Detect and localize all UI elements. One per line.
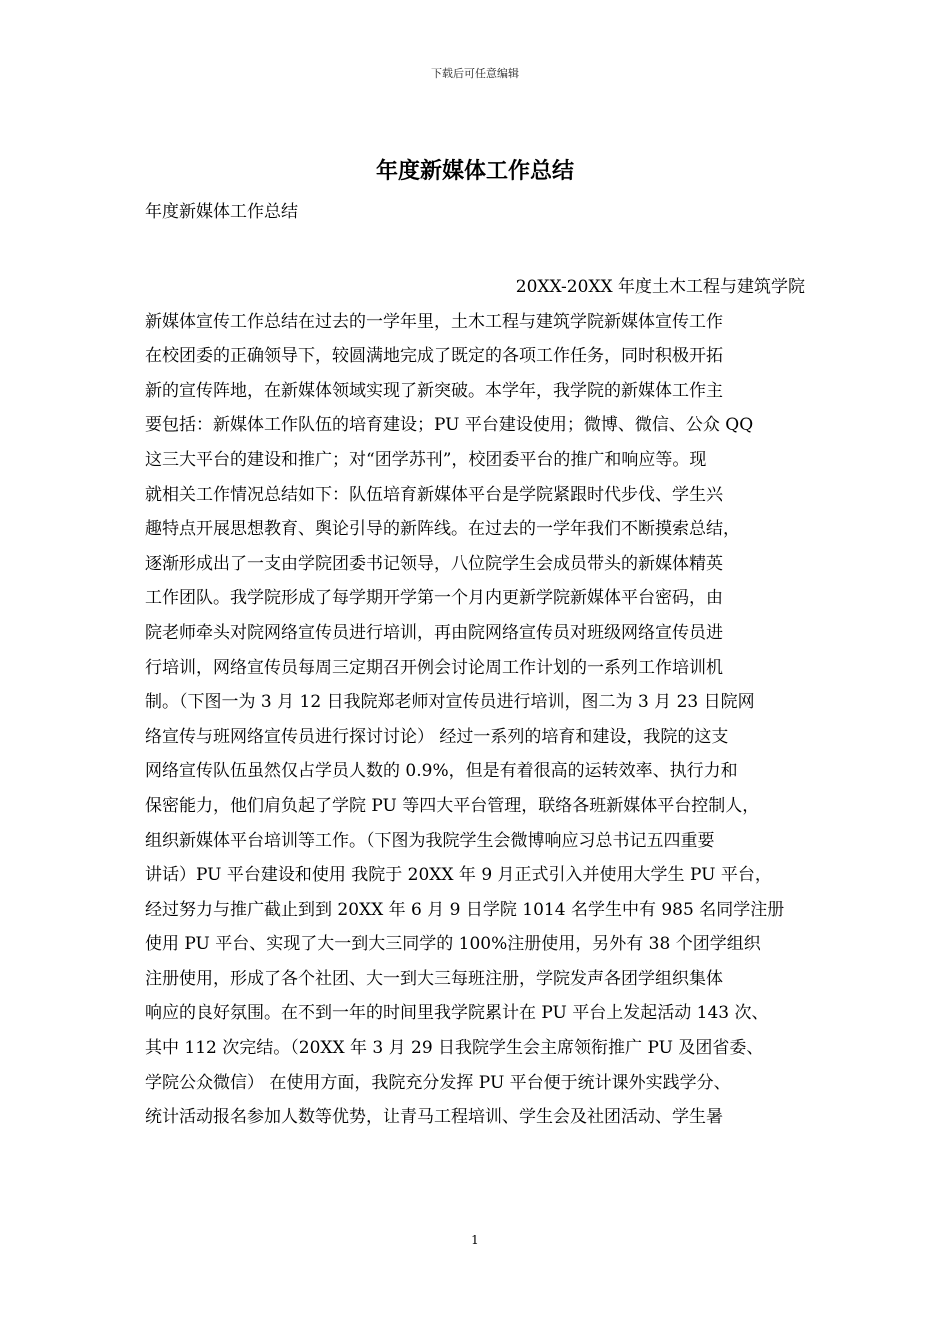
document-body (145, 270, 811, 1135)
body-line: 使用 PU 平台、实现了大一到大三同学的 100%注册使用，另外有 38 个团学组织 (145, 934, 761, 955)
body-line: 注册使用，形成了各个社团、大一到大三每班注册，学院发声各团学组织集体 (145, 968, 723, 989)
body-line: 学院公众微信） 在使用方面，我院充分发挥 PU 平台便于统计课外实践学分、 (145, 1072, 731, 1093)
body-line: 络宣传与班网络宣传员进行探讨讨论） 经过一系列的培育和建设，我院的这支 (145, 726, 729, 747)
body-line: 就相关工作情况总结如下：队伍培育新媒体平台是学院紧跟时代步伐、学生兴 (145, 484, 723, 505)
body-line: 讲话）PU 平台建设和使用 我院于 20XX 年 9 月正式引入并使用大学生 PU 平台， (145, 865, 772, 886)
body-line: 保密能力，他们肩负起了学院 PU 等四大平台管理，联络各班新媒体平台控制人， (145, 795, 760, 816)
body-line: 经过努力与推广截止到到 20XX 年 6 月 9 日学院 1014 名学生中有 985 名同学注册 (145, 899, 785, 920)
body-line: 这三大平台的建设和推广；对“团学苏刊”，校团委平台的推广和响应等。现 (145, 449, 707, 470)
body-line: 院老师牵头对院网络宣传员进行培训，再由院网络宣传员对班级网络宣传员进 (145, 622, 723, 643)
body-line: 新的宣传阵地，在新媒体领域实现了新突破。本学年，我学院的新媒体工作主 (145, 380, 723, 401)
page-number: 1 (471, 1233, 479, 1247)
body-line: 统计活动报名参加人数等优势，让青马工程培训、学生会及社团活动、学生暑 (145, 1107, 723, 1128)
body-line: 趣特点开展思想教育、舆论引导的新阵线。在过去的一学年我们不断摸索总结， (145, 519, 740, 540)
body-line: 组织新媒体平台培训等工作。（下图为我院学生会微博响应习总书记五四重要 (145, 830, 715, 851)
body-line: 制。（下图一为 3 月 12 日我院郑老师对宣传员进行培训，图二为 3 月 23 日院网 (145, 692, 755, 713)
body-line: 要包括：新媒体工作队伍的培育建设；PU 平台建设使用；微博、微信、公众 QQ (145, 415, 754, 436)
body-line: 在校团委的正确领导下，较圆满地完成了既定的各项工作任务，同时积极开拓 (145, 346, 723, 367)
body-line: 逐渐形成出了一支由学院团委书记领导，八位院学生会成员带头的新媒体精英 (145, 553, 723, 574)
page-header: 下载后可任意编辑 (431, 67, 519, 80)
body-line: 响应的良好氛围。在不到一年的时间里我学院累计在 PU 平台上发起活动 143 次、 (145, 1003, 769, 1024)
document-subtitle: 年度新媒体工作总结 (145, 202, 298, 222)
body-line: 20XX-20XX 年度土木工程与建筑学院 (515, 277, 805, 297)
document-title: 年度新媒体工作总结 (375, 158, 574, 184)
body-line: 其中 112 次完结。（20XX 年 3 月 29 日我院学生会主席领衔推广 PU 及团省委、 (145, 1038, 764, 1059)
body-line: 新媒体宣传工作总结在过去的一学年里，土木工程与建筑学院新媒体宣传工作 (145, 311, 723, 332)
body-line: 工作团队。我学院形成了每学期开学第一个月内更新学院新媒体平台密码，由 (145, 588, 723, 609)
body-line: 网络宣传队伍虽然仅占学员人数的 0.9%，但是有着很高的运转效率、执行力和 (145, 761, 738, 782)
body-line: 行培训，网络宣传员每周三定期召开例会讨论周工作计划的一系列工作培训机 (145, 657, 723, 678)
